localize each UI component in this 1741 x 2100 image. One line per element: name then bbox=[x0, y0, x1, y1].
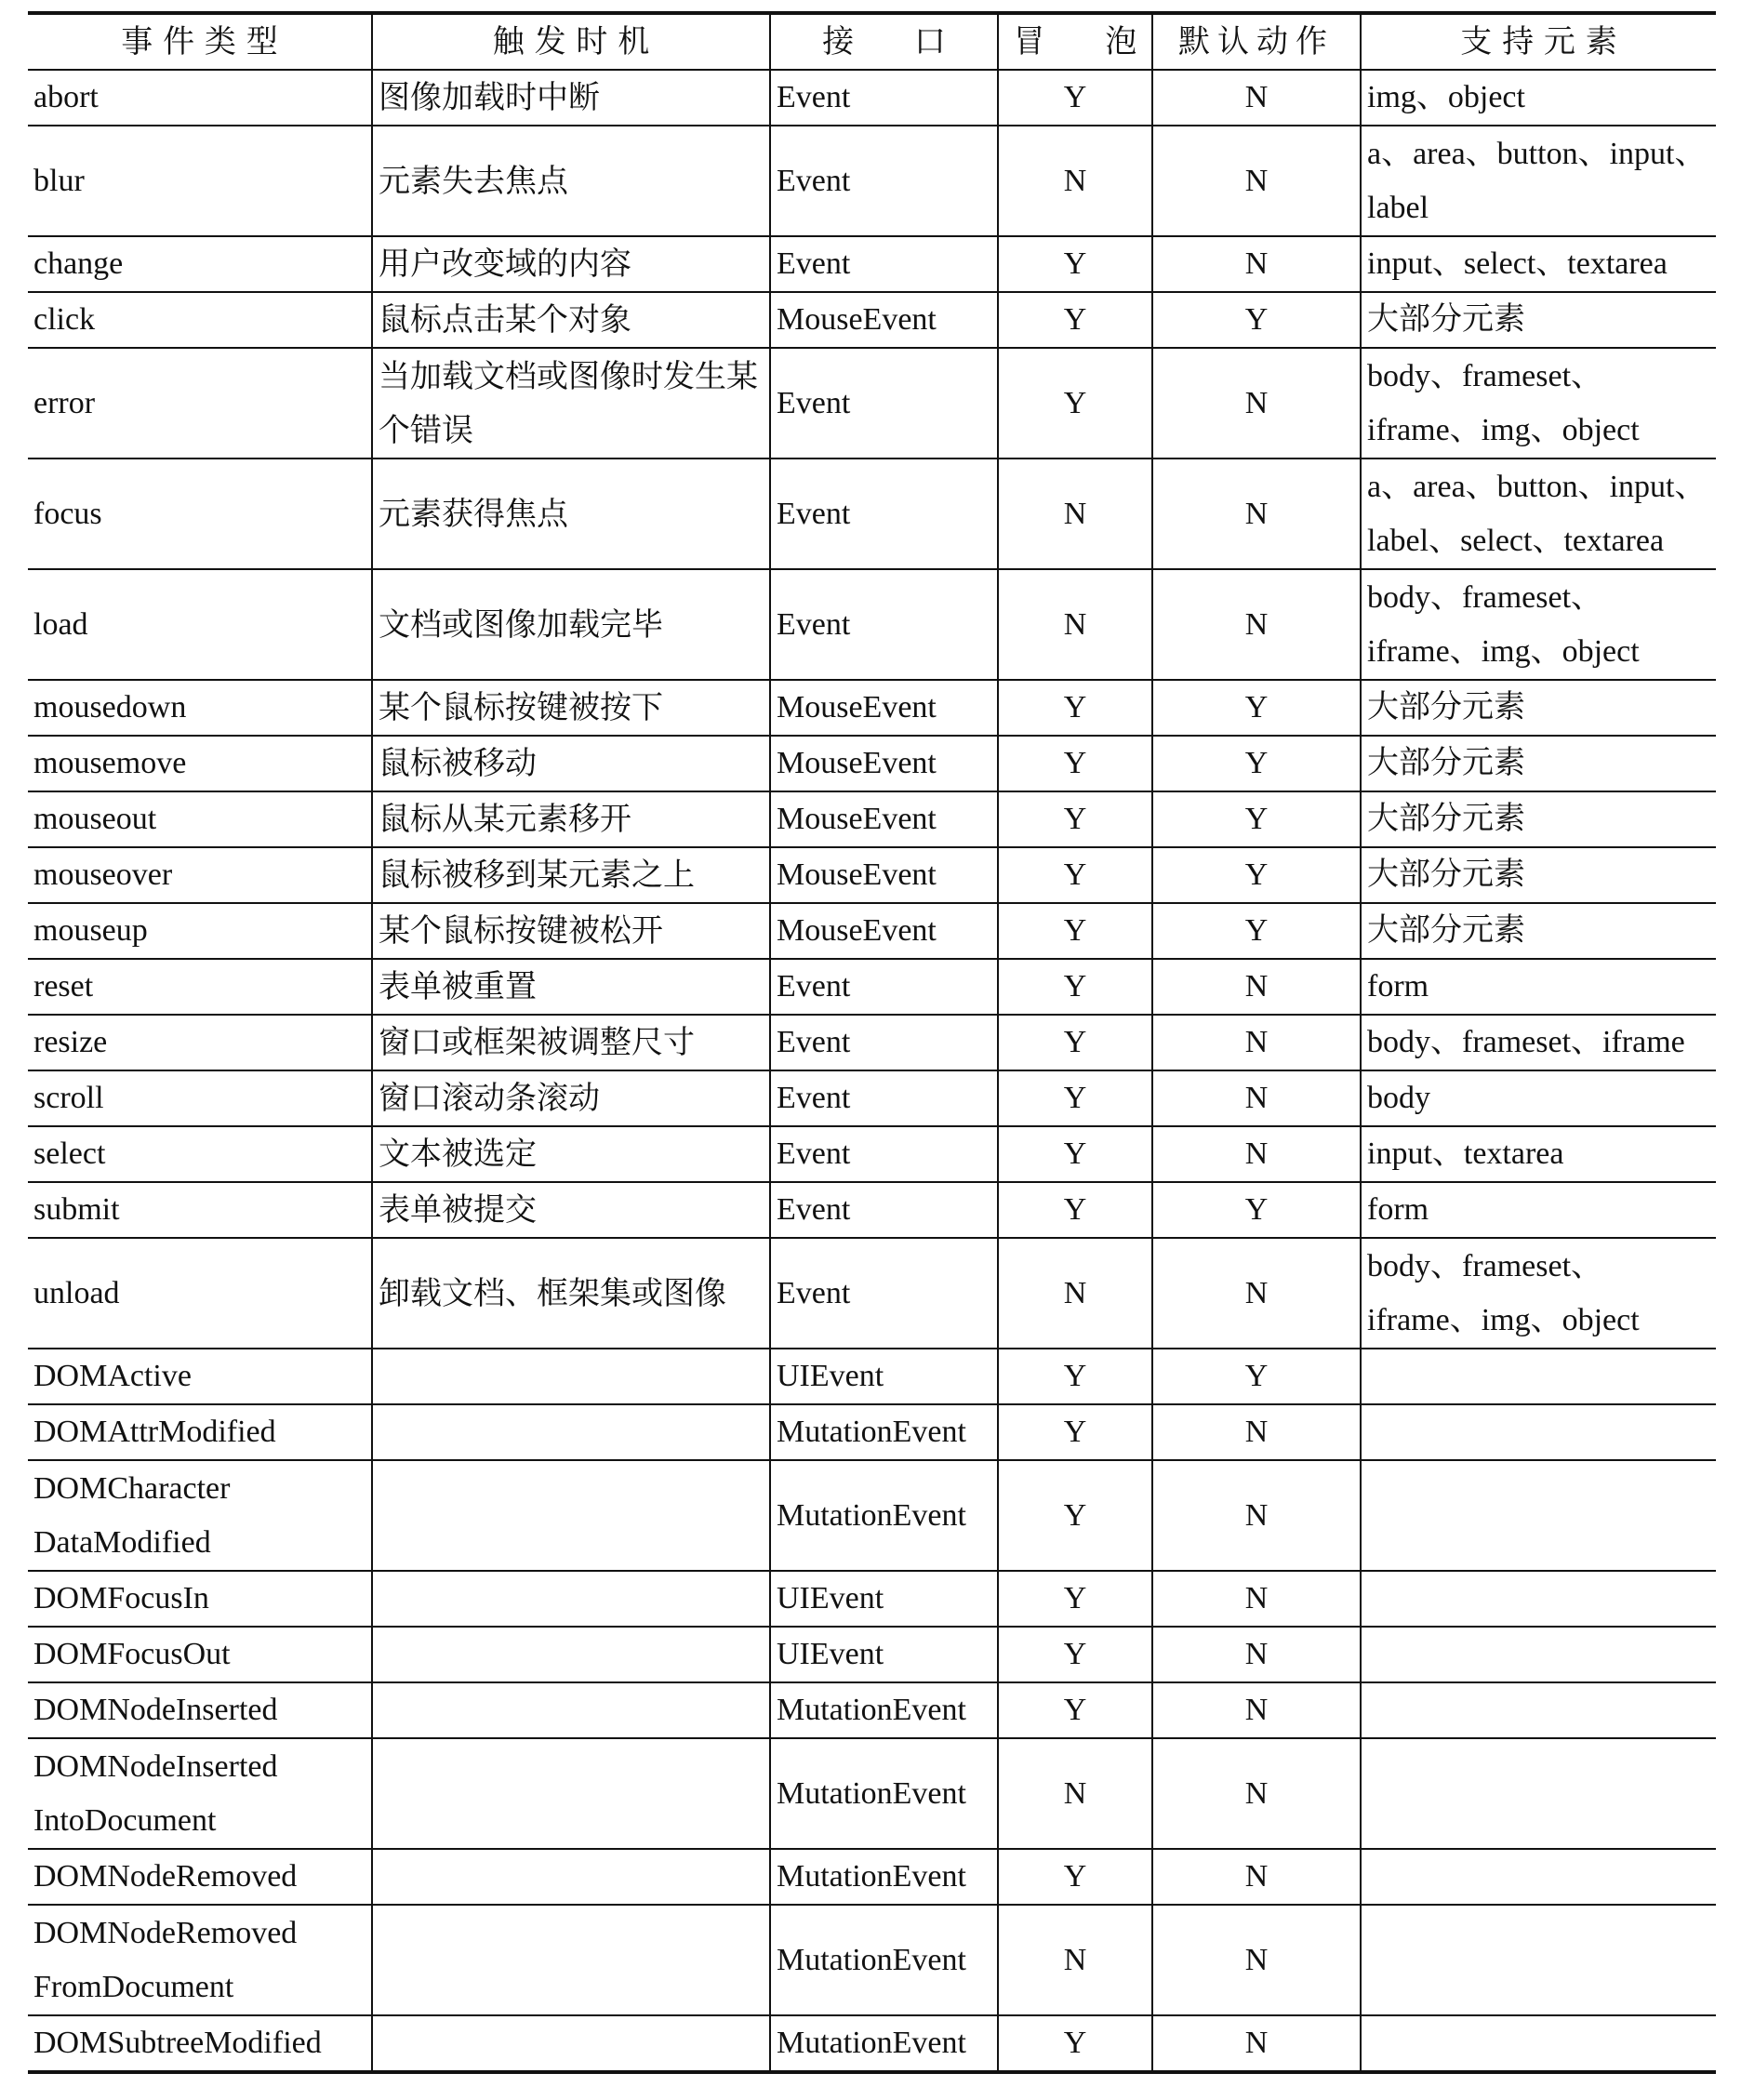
cell-event-type: load bbox=[28, 569, 372, 680]
cell-event-type: reset bbox=[28, 959, 372, 1015]
header-default-action: 默认动作 bbox=[1152, 13, 1361, 70]
cell-event-type: DOMNodeRemoved FromDocument bbox=[28, 1905, 372, 2015]
cell-bubble: Y bbox=[998, 236, 1152, 292]
cell-event-type: DOMFocusOut bbox=[28, 1627, 372, 1682]
cell-interface: MutationEvent bbox=[770, 1404, 998, 1460]
cell-interface: Event bbox=[770, 126, 998, 236]
table-row bbox=[28, 70, 1716, 126]
cell-bubble: Y bbox=[998, 791, 1152, 847]
cell-bubble: Y bbox=[998, 1571, 1152, 1627]
cell-interface: MutationEvent bbox=[770, 1460, 998, 1571]
cell-interface: MutationEvent bbox=[770, 1849, 998, 1905]
cell-trigger-timing: 鼠标从某元素移开 bbox=[372, 791, 770, 847]
cell-default-action: N bbox=[1152, 1015, 1361, 1070]
table-row bbox=[28, 1849, 1716, 1905]
cell-interface: UIEvent bbox=[770, 1571, 998, 1627]
cell-supported-elements: body、frameset、iframe、img、object bbox=[1361, 348, 1716, 459]
cell-default-action: Y bbox=[1152, 736, 1361, 791]
cell-default-action: N bbox=[1152, 1460, 1361, 1571]
cell-default-action: Y bbox=[1152, 903, 1361, 959]
cell-bubble: Y bbox=[998, 1682, 1152, 1738]
cell-interface: Event bbox=[770, 959, 998, 1015]
cell-event-type: error bbox=[28, 348, 372, 459]
table-row bbox=[28, 348, 1716, 459]
cell-trigger-timing: 窗口滚动条滚动 bbox=[372, 1070, 770, 1126]
table-row bbox=[28, 1571, 1716, 1627]
cell-trigger-timing: 文档或图像加载完毕 bbox=[372, 569, 770, 680]
table-row bbox=[28, 1682, 1716, 1738]
cell-event-type: abort bbox=[28, 70, 372, 126]
cell-interface: MouseEvent bbox=[770, 791, 998, 847]
cell-interface: MouseEvent bbox=[770, 680, 998, 736]
cell-default-action: N bbox=[1152, 1571, 1361, 1627]
table-row bbox=[28, 1404, 1716, 1460]
cell-event-type: focus bbox=[28, 459, 372, 569]
cell-supported-elements: 大部分元素 bbox=[1361, 736, 1716, 791]
cell-event-type: select bbox=[28, 1126, 372, 1182]
table-row bbox=[28, 2015, 1716, 2072]
table-row bbox=[28, 1070, 1716, 1126]
cell-bubble: N bbox=[998, 1738, 1152, 1849]
cell-trigger-timing bbox=[372, 1460, 770, 1571]
cell-supported-elements bbox=[1361, 1738, 1716, 1849]
table-row bbox=[28, 1182, 1716, 1238]
cell-default-action: N bbox=[1152, 1238, 1361, 1349]
table-row bbox=[28, 1015, 1716, 1070]
table-row bbox=[28, 569, 1716, 680]
cell-interface: Event bbox=[770, 459, 998, 569]
header-interface: 接 口 bbox=[770, 13, 998, 70]
cell-event-type: DOMAttrModified bbox=[28, 1404, 372, 1460]
cell-default-action: N bbox=[1152, 70, 1361, 126]
cell-supported-elements bbox=[1361, 1849, 1716, 1905]
cell-supported-elements: input、select、textarea bbox=[1361, 236, 1716, 292]
cell-trigger-timing: 表单被提交 bbox=[372, 1182, 770, 1238]
cell-trigger-timing bbox=[372, 1404, 770, 1460]
cell-supported-elements bbox=[1361, 1905, 1716, 2015]
cell-supported-elements bbox=[1361, 2015, 1716, 2072]
table-body bbox=[28, 70, 1716, 2072]
cell-trigger-timing bbox=[372, 1349, 770, 1404]
cell-bubble: Y bbox=[998, 1349, 1152, 1404]
cell-bubble: N bbox=[998, 1238, 1152, 1349]
cell-interface: Event bbox=[770, 1238, 998, 1349]
cell-event-type: submit bbox=[28, 1182, 372, 1238]
cell-bubble: Y bbox=[998, 292, 1152, 348]
cell-default-action: N bbox=[1152, 1738, 1361, 1849]
cell-default-action: Y bbox=[1152, 791, 1361, 847]
cell-supported-elements: 大部分元素 bbox=[1361, 791, 1716, 847]
header-bubble: 冒 泡 bbox=[998, 13, 1152, 70]
cell-bubble: Y bbox=[998, 1126, 1152, 1182]
header-trigger-timing: 触 发 时 机 bbox=[372, 13, 770, 70]
cell-event-type: DOMNodeInserted bbox=[28, 1682, 372, 1738]
cell-trigger-timing: 某个鼠标按键被按下 bbox=[372, 680, 770, 736]
cell-bubble: Y bbox=[998, 1627, 1152, 1682]
cell-default-action: N bbox=[1152, 1070, 1361, 1126]
cell-default-action: N bbox=[1152, 236, 1361, 292]
cell-event-type: DOMNodeRemoved bbox=[28, 1849, 372, 1905]
cell-trigger-timing bbox=[372, 1738, 770, 1849]
table-row bbox=[28, 1349, 1716, 1404]
cell-trigger-timing: 鼠标点击某个对象 bbox=[372, 292, 770, 348]
table-row bbox=[28, 847, 1716, 903]
cell-event-type: mousemove bbox=[28, 736, 372, 791]
cell-trigger-timing bbox=[372, 1627, 770, 1682]
table-header-row bbox=[28, 13, 1716, 70]
cell-supported-elements: a、area、button、input、label、select、textarea bbox=[1361, 459, 1716, 569]
event-type-table bbox=[28, 11, 1716, 2074]
cell-supported-elements bbox=[1361, 1404, 1716, 1460]
cell-supported-elements: body、frameset、iframe bbox=[1361, 1015, 1716, 1070]
cell-bubble: Y bbox=[998, 2015, 1152, 2072]
cell-event-type: change bbox=[28, 236, 372, 292]
cell-event-type: mousedown bbox=[28, 680, 372, 736]
cell-interface: Event bbox=[770, 236, 998, 292]
cell-event-type: DOMCharacter DataModified bbox=[28, 1460, 372, 1571]
cell-default-action: N bbox=[1152, 1682, 1361, 1738]
cell-default-action: N bbox=[1152, 2015, 1361, 2072]
cell-trigger-timing bbox=[372, 1571, 770, 1627]
cell-interface: Event bbox=[770, 1182, 998, 1238]
cell-supported-elements: form bbox=[1361, 959, 1716, 1015]
cell-bubble: Y bbox=[998, 1460, 1152, 1571]
cell-interface: MutationEvent bbox=[770, 1905, 998, 2015]
cell-supported-elements bbox=[1361, 1571, 1716, 1627]
cell-event-type: mouseover bbox=[28, 847, 372, 903]
cell-event-type: DOMActive bbox=[28, 1349, 372, 1404]
table-row bbox=[28, 959, 1716, 1015]
table-row bbox=[28, 680, 1716, 736]
cell-interface: Event bbox=[770, 1070, 998, 1126]
cell-trigger-timing: 用户改变域的内容 bbox=[372, 236, 770, 292]
cell-supported-elements: body、frameset、iframe、img、object bbox=[1361, 569, 1716, 680]
cell-bubble: Y bbox=[998, 1404, 1152, 1460]
cell-default-action: Y bbox=[1152, 680, 1361, 736]
cell-default-action: N bbox=[1152, 959, 1361, 1015]
cell-event-type: click bbox=[28, 292, 372, 348]
cell-default-action: Y bbox=[1152, 1349, 1361, 1404]
table-row bbox=[28, 903, 1716, 959]
cell-interface: Event bbox=[770, 70, 998, 126]
cell-bubble: Y bbox=[998, 348, 1152, 459]
cell-bubble: Y bbox=[998, 70, 1152, 126]
table-row bbox=[28, 1627, 1716, 1682]
cell-default-action: Y bbox=[1152, 1182, 1361, 1238]
cell-bubble: Y bbox=[998, 903, 1152, 959]
cell-bubble: N bbox=[998, 1905, 1152, 2015]
cell-trigger-timing: 文本被选定 bbox=[372, 1126, 770, 1182]
cell-trigger-timing: 元素失去焦点 bbox=[372, 126, 770, 236]
table-row bbox=[28, 126, 1716, 236]
cell-supported-elements: 大部分元素 bbox=[1361, 847, 1716, 903]
cell-bubble: Y bbox=[998, 847, 1152, 903]
cell-default-action: N bbox=[1152, 1404, 1361, 1460]
cell-event-type: DOMFocusIn bbox=[28, 1571, 372, 1627]
cell-default-action: N bbox=[1152, 1905, 1361, 2015]
cell-default-action: N bbox=[1152, 1126, 1361, 1182]
cell-bubble: N bbox=[998, 126, 1152, 236]
table-row bbox=[28, 1126, 1716, 1182]
cell-trigger-timing: 窗口或框架被调整尺寸 bbox=[372, 1015, 770, 1070]
cell-trigger-timing: 某个鼠标按键被松开 bbox=[372, 903, 770, 959]
cell-supported-elements bbox=[1361, 1460, 1716, 1571]
cell-trigger-timing: 鼠标被移动 bbox=[372, 736, 770, 791]
cell-trigger-timing: 卸载文档、框架集或图像 bbox=[372, 1238, 770, 1349]
header-supported-elements: 支 持 元 素 bbox=[1361, 13, 1716, 70]
cell-supported-elements: 大部分元素 bbox=[1361, 292, 1716, 348]
cell-event-type: unload bbox=[28, 1238, 372, 1349]
cell-bubble: Y bbox=[998, 959, 1152, 1015]
cell-default-action: N bbox=[1152, 459, 1361, 569]
cell-bubble: Y bbox=[998, 1849, 1152, 1905]
cell-interface: Event bbox=[770, 348, 998, 459]
cell-supported-elements: 大部分元素 bbox=[1361, 903, 1716, 959]
cell-bubble: Y bbox=[998, 1070, 1152, 1126]
cell-default-action: N bbox=[1152, 569, 1361, 680]
cell-bubble: Y bbox=[998, 680, 1152, 736]
cell-interface: MouseEvent bbox=[770, 903, 998, 959]
cell-supported-elements bbox=[1361, 1349, 1716, 1404]
cell-supported-elements: input、textarea bbox=[1361, 1126, 1716, 1182]
table-row bbox=[28, 1460, 1716, 1571]
cell-default-action: N bbox=[1152, 1849, 1361, 1905]
cell-default-action: N bbox=[1152, 348, 1361, 459]
cell-trigger-timing: 图像加载时中断 bbox=[372, 70, 770, 126]
cell-bubble: N bbox=[998, 459, 1152, 569]
cell-event-type: mouseup bbox=[28, 903, 372, 959]
cell-supported-elements: a、area、button、input、label bbox=[1361, 126, 1716, 236]
header-event-type: 事 件 类 型 bbox=[28, 13, 372, 70]
cell-trigger-timing: 鼠标被移到某元素之上 bbox=[372, 847, 770, 903]
cell-supported-elements: body bbox=[1361, 1070, 1716, 1126]
cell-bubble: Y bbox=[998, 736, 1152, 791]
cell-interface: Event bbox=[770, 569, 998, 680]
cell-trigger-timing: 表单被重置 bbox=[372, 959, 770, 1015]
cell-trigger-timing bbox=[372, 1905, 770, 2015]
cell-interface: Event bbox=[770, 1126, 998, 1182]
cell-interface: MutationEvent bbox=[770, 1738, 998, 1849]
table-row bbox=[28, 1905, 1716, 2015]
cell-event-type: DOMNodeInserted IntoDocument bbox=[28, 1738, 372, 1849]
cell-event-type: resize bbox=[28, 1015, 372, 1070]
cell-interface: MouseEvent bbox=[770, 292, 998, 348]
cell-supported-elements: body、frameset、iframe、img、object bbox=[1361, 1238, 1716, 1349]
cell-supported-elements: form bbox=[1361, 1182, 1716, 1238]
cell-interface: MutationEvent bbox=[770, 2015, 998, 2072]
table-row bbox=[28, 292, 1716, 348]
table-row bbox=[28, 736, 1716, 791]
cell-event-type: scroll bbox=[28, 1070, 372, 1126]
cell-supported-elements: 大部分元素 bbox=[1361, 680, 1716, 736]
table-row bbox=[28, 1238, 1716, 1349]
cell-event-type: blur bbox=[28, 126, 372, 236]
cell-interface: MouseEvent bbox=[770, 736, 998, 791]
cell-trigger-timing bbox=[372, 1849, 770, 1905]
cell-interface: Event bbox=[770, 1015, 998, 1070]
cell-default-action: N bbox=[1152, 1627, 1361, 1682]
cell-supported-elements bbox=[1361, 1682, 1716, 1738]
cell-default-action: Y bbox=[1152, 292, 1361, 348]
cell-trigger-timing: 当加载文档或图像时发生某个错误 bbox=[372, 348, 770, 459]
cell-supported-elements bbox=[1361, 1627, 1716, 1682]
cell-bubble: N bbox=[998, 569, 1152, 680]
cell-bubble: Y bbox=[998, 1182, 1152, 1238]
cell-interface: MouseEvent bbox=[770, 847, 998, 903]
cell-interface: UIEvent bbox=[770, 1627, 998, 1682]
cell-trigger-timing: 元素获得焦点 bbox=[372, 459, 770, 569]
cell-default-action: N bbox=[1152, 126, 1361, 236]
table-row bbox=[28, 1738, 1716, 1849]
cell-interface: MutationEvent bbox=[770, 1682, 998, 1738]
cell-bubble: Y bbox=[998, 1015, 1152, 1070]
cell-event-type: DOMSubtreeModified bbox=[28, 2015, 372, 2072]
table-row bbox=[28, 236, 1716, 292]
cell-default-action: Y bbox=[1152, 847, 1361, 903]
cell-interface: UIEvent bbox=[770, 1349, 998, 1404]
cell-trigger-timing bbox=[372, 2015, 770, 2072]
table-row bbox=[28, 459, 1716, 569]
cell-trigger-timing bbox=[372, 1682, 770, 1738]
table-row bbox=[28, 791, 1716, 847]
cell-event-type: mouseout bbox=[28, 791, 372, 847]
cell-supported-elements: img、object bbox=[1361, 70, 1716, 126]
